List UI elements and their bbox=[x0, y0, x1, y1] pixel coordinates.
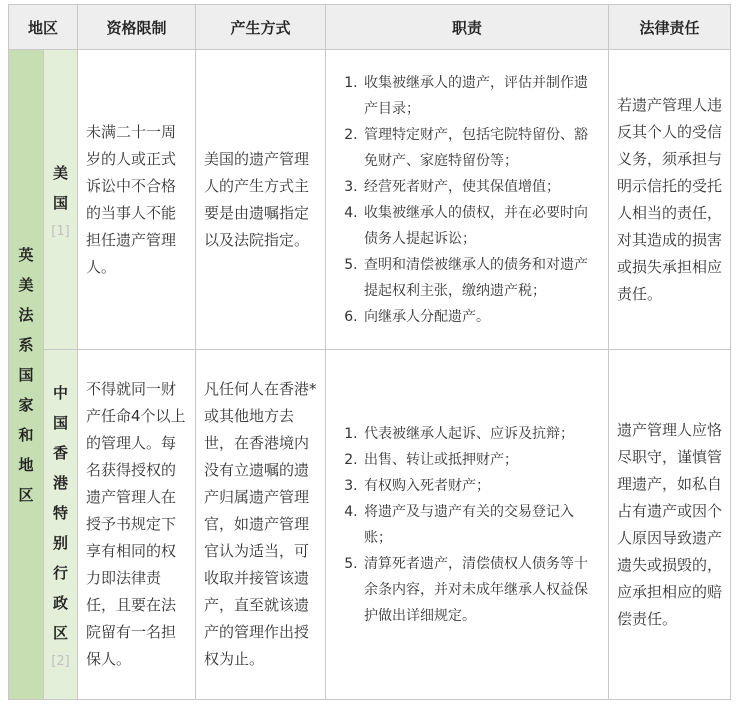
header-region: 地区 bbox=[9, 5, 78, 50]
list-item: 4. 将遗产及与遗产有关的交易登记入账； bbox=[362, 499, 600, 551]
region-group-label bbox=[18, 240, 33, 510]
country-label bbox=[51, 378, 69, 672]
region-char: 美 bbox=[18, 275, 34, 294]
footnote-ref[interactable]: [1] bbox=[51, 223, 70, 239]
region-char: 和 bbox=[18, 425, 34, 444]
country-label bbox=[51, 158, 69, 242]
duties-list bbox=[334, 70, 600, 330]
list-item: 5. 清算死者遗产，清偿债权人债务等十余条内容，并对未成年继承人权益保护做出详细规定。 bbox=[362, 551, 600, 629]
country-char: 特 bbox=[53, 503, 69, 522]
comparison-table bbox=[8, 4, 731, 700]
duties-cell bbox=[326, 350, 609, 700]
list-item: 3. 经营死者财产，使其保值增值； bbox=[362, 174, 600, 200]
list-item: 4. 收集被继承人的债权，并在必要时向债务人提起诉讼； bbox=[362, 200, 600, 252]
list-item: 6. 向继承人分配遗产。 bbox=[362, 304, 600, 330]
liability-cell: 遗产管理人应恪尽职守，谨慎管理遗产，如私自占有遗产或因个人原因导致遗产遗失或损毁的，应承担相应的赔偿责任。 bbox=[609, 350, 731, 700]
region-char: 地 bbox=[18, 455, 34, 474]
country-char: 政 bbox=[53, 593, 69, 612]
method-cell: 凡任何人在香港*或其他地方去世，在香港境内没有立遗嘱的遗产归属遗产管理官，如遗产管理官认为适当，可收取并接管该遗产，直至就该遗产的管理作出授权为止。 bbox=[196, 350, 326, 700]
list-item: 2. 管理特定财产，包括宅院特留份、豁免财产、家庭特留份等； bbox=[362, 122, 600, 174]
method-cell: 美国的遗产管理人的产生方式主要是由遗嘱指定以及法院指定。 bbox=[196, 50, 326, 350]
country-char: 行 bbox=[53, 563, 69, 582]
country-char: 别 bbox=[53, 533, 69, 552]
duties-cell bbox=[326, 50, 609, 350]
country-char: 国 bbox=[53, 193, 69, 212]
country-char: 港 bbox=[53, 473, 69, 492]
duties-list bbox=[334, 421, 600, 629]
table-row bbox=[9, 350, 731, 700]
region-char: 英 bbox=[18, 245, 34, 264]
footnote-ref[interactable]: [2] bbox=[51, 653, 70, 669]
list-item: 5. 查明和清偿被继承人的债务和对遗产提起权利主张，缴纳遗产税； bbox=[362, 252, 600, 304]
header-row bbox=[9, 5, 731, 50]
qualification-cell: 未满二十一周岁的人或正式诉讼中不合格的当事人不能担任遗产管理人。 bbox=[78, 50, 196, 350]
country-char: 国 bbox=[53, 413, 69, 432]
table-row bbox=[9, 50, 731, 350]
header-method: 产生方式 bbox=[196, 5, 326, 50]
list-item: 2. 出售、转让或抵押财产； bbox=[362, 447, 600, 473]
region-char: 系 bbox=[18, 335, 34, 354]
country-char: 美 bbox=[53, 163, 69, 182]
region-char: 家 bbox=[18, 395, 34, 414]
header-qualification: 资格限制 bbox=[78, 5, 196, 50]
header-duties: 职责 bbox=[326, 5, 609, 50]
region-char: 国 bbox=[18, 365, 34, 384]
region-char: 区 bbox=[18, 485, 34, 504]
region-group-cell bbox=[9, 50, 44, 700]
country-cell-usa bbox=[44, 50, 78, 350]
list-item: 1. 收集被继承人的遗产，评估并制作遗产目录； bbox=[362, 70, 600, 122]
country-char: 区 bbox=[53, 623, 69, 642]
list-item: 1. 代表被继承人起诉、应诉及抗辩； bbox=[362, 421, 600, 447]
country-char: 香 bbox=[53, 443, 69, 462]
country-cell-hongkong bbox=[44, 350, 78, 700]
country-char: 中 bbox=[53, 383, 69, 402]
region-char: 法 bbox=[18, 305, 34, 324]
header-liability: 法律责任 bbox=[609, 5, 731, 50]
liability-cell: 若遗产管理人违反其个人的受信义务，须承担与明示信托的受托人相当的责任，对其造成的损害或损失承担相应责任。 bbox=[609, 50, 731, 350]
list-item: 3. 有权购入死者财产； bbox=[362, 473, 600, 499]
qualification-cell: 不得就同一财产任命4个以上的管理人。每名获得授权的遗产管理人在授予书规定下享有相同的权力即法律责任，且要在法院留有一名担保人。 bbox=[78, 350, 196, 700]
